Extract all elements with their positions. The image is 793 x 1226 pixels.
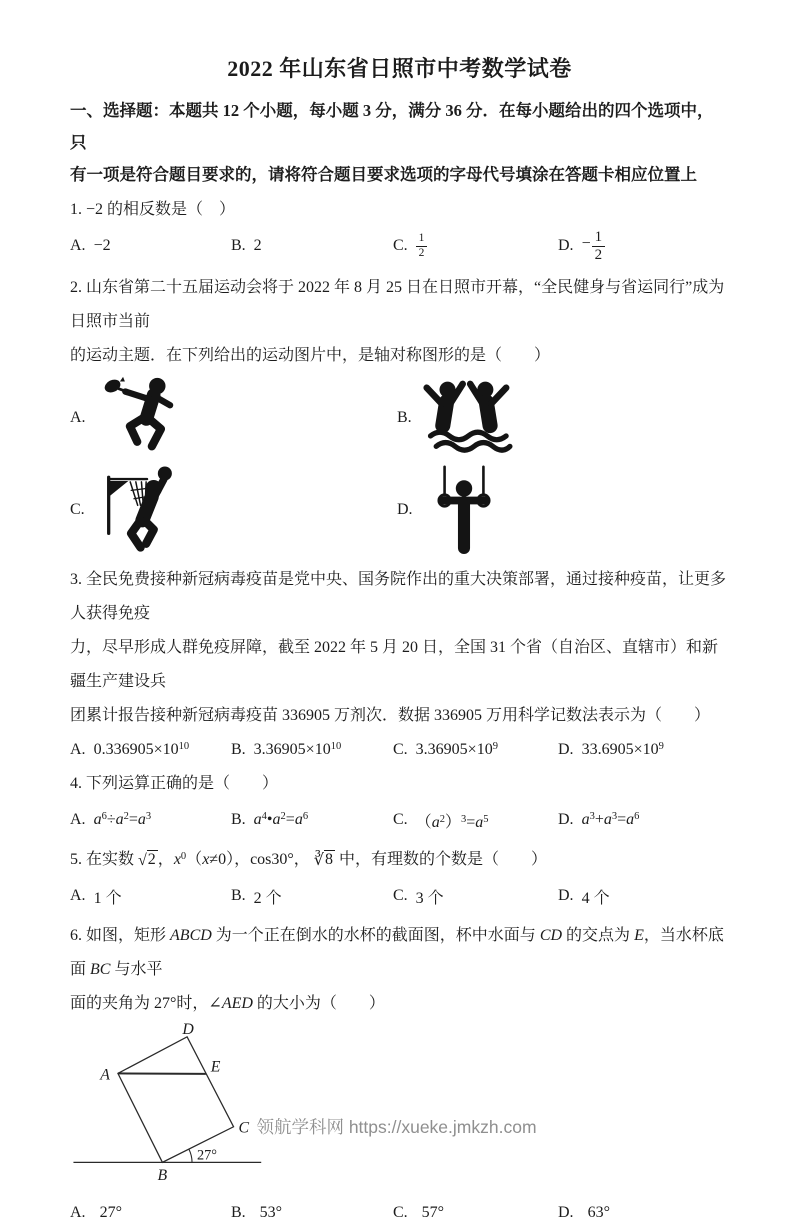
- q2-option-a: [70, 373, 397, 463]
- q5-option-b: [231, 885, 393, 908]
- synchronized-swimmers-icon: [422, 378, 526, 458]
- q4-option-d-label: D.: [558, 811, 574, 829]
- label-C: C: [238, 1120, 249, 1137]
- q3-option-a-value: $0.336905\times 10^{10}$: [94, 741, 190, 759]
- label-D: D: [181, 1023, 194, 1038]
- page-title: 2022 年山东省日照市中考数学试卷: [70, 52, 729, 83]
- q1-option-a-value: −2: [94, 237, 111, 255]
- q6-option-a: [70, 1204, 231, 1222]
- question-4-stem: 4. 下列运算正确的是（ ）: [70, 773, 729, 795]
- q6-option-c-value: 57°: [422, 1204, 444, 1222]
- q6-option-b-value: 53°: [260, 1204, 282, 1222]
- page-content: [0, 52, 793, 1226]
- q5-option-b-value: 2 个: [254, 885, 282, 908]
- q4-option-d: [558, 811, 729, 829]
- q6-option-b: [231, 1204, 393, 1222]
- label-E: E: [210, 1058, 221, 1075]
- q5-option-d-label: D.: [558, 887, 574, 905]
- q6-option-d-value: 63°: [588, 1204, 610, 1222]
- q2-option-c: [70, 463, 397, 557]
- q6-option-d: [558, 1204, 729, 1222]
- question-3-options: [70, 737, 729, 763]
- question-4-options: [70, 807, 729, 833]
- q4-option-c-label: C.: [393, 811, 408, 829]
- sqrt-2-expression: √2: [138, 851, 158, 868]
- question-3-stem: [70, 563, 729, 733]
- q2-option-b-label: B.: [397, 409, 412, 427]
- q3-option-d: [558, 741, 729, 759]
- q3-option-b-label: B.: [231, 741, 246, 759]
- q4-option-a-value: $a^6\div a^2=a^3$: [94, 811, 152, 829]
- gymnast-rings-icon: [423, 465, 505, 555]
- q4-option-b: [231, 811, 393, 829]
- q4-option-c-value: $(a^2)^3=a^5$: [416, 809, 489, 832]
- q5-option-a-value: 1 个: [94, 885, 122, 908]
- q1-option-c: [393, 233, 558, 259]
- q6-option-d-label: D.: [558, 1204, 574, 1222]
- q6-option-b-label: B.: [231, 1204, 246, 1222]
- q3-option-c-value: $3.36905\times 10^9$: [416, 741, 498, 759]
- question-5-options: [70, 883, 729, 909]
- q6-geometry-figure: [70, 1023, 320, 1191]
- question-6-options: [70, 1200, 729, 1226]
- rectangle-abcd: [118, 1037, 234, 1163]
- q5-option-d-value: 4 个: [582, 885, 610, 908]
- q3-option-a: [70, 741, 231, 759]
- q5-option-c-value: 3 个: [416, 885, 444, 908]
- q5-option-a: [70, 885, 231, 908]
- watermark-footer: 领航学科网 https://xueke.jmkzh.com: [0, 1114, 793, 1139]
- q2-option-d-label: D.: [397, 501, 413, 519]
- q1-option-b-label: B.: [231, 237, 246, 255]
- q5-option-b-label: B.: [231, 887, 246, 905]
- basketball-player-icon: [95, 466, 201, 554]
- question-2-figures: [70, 373, 729, 557]
- q3-option-d-label: D.: [558, 741, 574, 759]
- question-6-line2: 面的夹角为 27°时，∠AED 的大小为（ ）: [70, 987, 729, 1021]
- q1-option-c-fraction: $\frac{1}{2}$: [416, 233, 428, 259]
- q4-option-c: [393, 809, 558, 832]
- q5-option-a-label: A.: [70, 887, 86, 905]
- question-2-line1: 2. 山东省第二十五届运动会将于 2022 年 8 月 25 日在日照市开幕，“全民健身与省运同行”成为日照市当前: [70, 271, 729, 339]
- q5-option-c: [393, 885, 558, 908]
- q3-option-b-value: $3.36905\times 10^{10}$: [254, 741, 342, 759]
- q4-option-a: [70, 811, 231, 829]
- angle-arc: [189, 1149, 192, 1162]
- label-B: B: [158, 1167, 168, 1184]
- question-5-stem: 5. 在实数 √2 ，$x^0(x\ne 0)$，cos30°， ∛8 中，有理数的个数是（ ）: [70, 849, 729, 871]
- question-1-options: [70, 225, 729, 267]
- q5-option-d: [558, 885, 729, 908]
- section-heading-line2: 有一项是符合题目要求的，请将符合题目要求选项的字母代号填涂在答题卡相应位置上: [70, 159, 729, 191]
- q3-option-b: [231, 741, 393, 759]
- q4-option-b-label: B.: [231, 811, 246, 829]
- cbrt-8-expression: ∛8: [314, 851, 335, 868]
- exam-paper-page: [0, 52, 793, 1174]
- question-6-line1: 6. 如图，矩形 ABCD 为一个正在倒水的水杯的截面图，杯中水面与 CD 的交点为 E，当水杯底面 BC 与水平: [70, 919, 729, 987]
- question-6-stem: [70, 919, 729, 1021]
- q4-option-d-value: $a^3+a^3=a^6$: [582, 811, 640, 829]
- q4-option-a-label: A.: [70, 811, 86, 829]
- question-3-line2: 力，尽早形成人群免疫屏障，截至 2022 年 5 月 20 日，全国 31 个省（自治区、直辖市）和新疆生产建设兵: [70, 631, 729, 699]
- q1-option-a-label: A.: [70, 237, 86, 255]
- question-1-stem: 1. −2 的相反数是（ ）: [70, 199, 729, 221]
- q2-option-b: [397, 373, 729, 463]
- q4-option-b-value: $a^4•a^2=a^6$: [254, 811, 308, 829]
- q3-option-c: [393, 741, 558, 759]
- q1-option-d-fraction: $\frac{1}{2}$: [592, 230, 606, 263]
- q6-option-c: [393, 1204, 558, 1222]
- q3-option-a-label: A.: [70, 741, 86, 759]
- label-A: A: [99, 1066, 110, 1083]
- q1-option-c-label: C.: [393, 237, 408, 255]
- q2-option-d: [397, 463, 729, 557]
- question-3-line3: 团累计报告接种新冠病毒疫苗 336905 万剂次．数据 336905 万用科学记数法表示为（ ）: [70, 699, 729, 733]
- q1-option-b: [231, 237, 393, 255]
- q2-option-c-label: C.: [70, 501, 85, 519]
- q1-option-d-minus: −: [582, 235, 591, 253]
- q1-option-a: [70, 237, 231, 255]
- question-3-line1: 3. 全民免费接种新冠病毒疫苗是党中央、国务院作出的重大决策部署，通过接种疫苗，让更多人获得免疫: [70, 563, 729, 631]
- q5-option-c-label: C.: [393, 887, 408, 905]
- q3-option-c-label: C.: [393, 741, 408, 759]
- badminton-player-icon: [96, 376, 204, 460]
- q6-option-a-value: 27°: [100, 1204, 122, 1222]
- question-2-line2: 的运动主题．在下列给出的运动图片中，是轴对称图形的是（ ）: [70, 339, 729, 373]
- q6-option-a-label: A.: [70, 1204, 86, 1222]
- q3-option-d-value: $33.6905\times 10^9$: [582, 741, 664, 759]
- q6-option-c-label: C.: [393, 1204, 408, 1222]
- section-heading-line1: 一、选择题：本题共 12 个小题，每小题 3 分，满分 36 分．在每小题给出的四个选项中，只: [70, 95, 729, 159]
- angle-value: 27°: [197, 1147, 217, 1163]
- q1-option-b-value: 2: [254, 237, 262, 255]
- section-heading: [70, 95, 729, 191]
- q2-option-a-label: A.: [70, 409, 86, 427]
- question-2-stem: [70, 271, 729, 373]
- q1-option-d: [558, 230, 729, 263]
- q1-option-d-label: D.: [558, 237, 574, 255]
